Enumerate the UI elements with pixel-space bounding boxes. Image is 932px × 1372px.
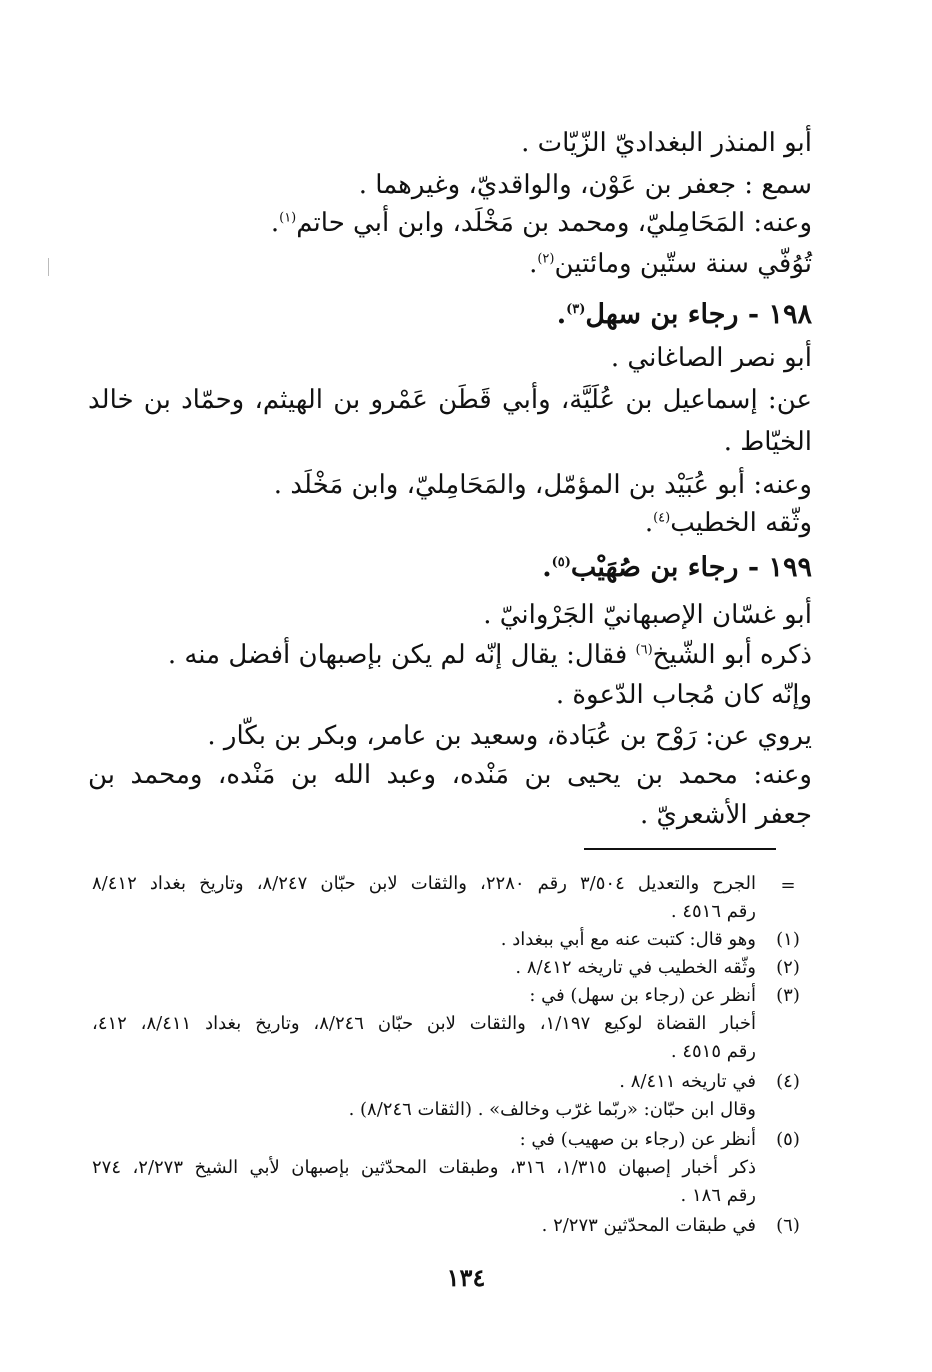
footnote-line xyxy=(520,1126,756,1154)
footnote-number: (٤) xyxy=(776,1071,800,1092)
footnote-text: الجرح والتعديل ٣/٥٠٤ رقم ٢٢٨٠، والثقات لابن حبّان ٨/٢٤٧، وتاريخ بغداد ٨/٤١٢ xyxy=(92,873,756,894)
line-text: فقال: يقال إنّه لم يكن بإصبهان أفضل منه . xyxy=(167,640,636,670)
page-number: ١٣٤ xyxy=(446,1263,486,1292)
footnote-number: (٣) xyxy=(776,985,800,1006)
footnote-line xyxy=(92,870,756,898)
footnote-line xyxy=(681,1182,756,1210)
footnote-line xyxy=(542,1212,756,1240)
footnote-line xyxy=(529,982,756,1010)
line-text: أبو نصر الصاغاني . xyxy=(610,343,812,373)
line-text: . xyxy=(644,508,654,538)
line-text: أبو المنذر البغداديّ الزّيّات . xyxy=(521,128,812,158)
line-text: . xyxy=(556,299,567,330)
footnote-marker: (١) xyxy=(279,210,297,226)
text-line xyxy=(274,466,812,504)
footnote-marker: (٥) xyxy=(551,555,571,570)
text-line xyxy=(724,423,812,461)
footnote-line xyxy=(92,1154,756,1182)
entry-heading-199 xyxy=(542,549,812,587)
text-line xyxy=(640,796,812,834)
text-line xyxy=(521,124,812,162)
footnote-number: (٦) xyxy=(776,1215,800,1236)
text-line xyxy=(483,596,812,634)
footnote-text: في تاريخه ٨/٤١١ . xyxy=(619,1071,756,1092)
entry-number: ١٩٩ - xyxy=(738,552,812,583)
footnote-line xyxy=(619,1068,756,1096)
text-line xyxy=(529,245,812,283)
text-line xyxy=(88,756,812,794)
line-text: عن: إسماعيل بن عُلَيَّة، وأبي قَطَن عَمْرو بن الهيثم، وحمّاد بن خالد xyxy=(88,385,812,415)
text-line xyxy=(645,504,812,542)
line-text: ذكره أبو الشّيخ xyxy=(652,640,812,670)
text-line xyxy=(271,204,812,242)
line-text: وعنه: أبو عُبَيْد بن المؤمّل، والمَحَامِليّ، وابن مَخْلَد . xyxy=(273,470,812,500)
entry-number: ١٩٨ - xyxy=(738,299,812,330)
footnote-line xyxy=(671,898,756,926)
text-line xyxy=(207,717,812,755)
footnote-marker: (٣) xyxy=(566,302,586,317)
footnote-line xyxy=(92,1010,756,1038)
footnote-text: وثّقه الخطيب في تاريخه ٨/٤١٢ . xyxy=(515,957,756,978)
footnote-text: رقم ٤٥١٥ . xyxy=(670,1041,756,1062)
footnote-line xyxy=(515,954,756,982)
footnote-line xyxy=(349,1096,756,1124)
entry-name: رجاء بن صُهَيْب xyxy=(570,552,739,583)
line-text: سمع : جعفر بن عَوْن، والواقديّ، وغيرهما . xyxy=(358,170,812,200)
entry-heading-198 xyxy=(557,296,812,334)
footnote-number: (٥) xyxy=(776,1129,800,1150)
footnote-text: أنظر عن (رجاء بن سهل) في : xyxy=(529,985,756,1006)
line-text: . xyxy=(529,249,538,279)
scan-mark xyxy=(48,258,49,276)
footnote-text: رقم ٤٥١٦ . xyxy=(670,901,756,922)
footnote-continuation-sign: = xyxy=(780,875,796,896)
line-text: الخيّاط . xyxy=(723,427,812,457)
footnote-text: ذكر أخبار إصبهان ١/٣١٥، ٣١٦، وطبقات المحدّثين بإصبهان لأبي الشيخ ٢/٢٧٣، ٢٧٤ xyxy=(92,1157,757,1178)
line-text: أبو غسّان الإصبهانيّ الجَرْوانيّ . xyxy=(483,600,812,630)
footnote-marker: (٦) xyxy=(635,642,653,658)
footnote-line xyxy=(501,926,756,954)
line-text: وثّقه الخطيب xyxy=(670,508,812,538)
line-text: وإنّه كان مُجاب الدّعوة . xyxy=(555,680,812,710)
line-text: يروي عن: رَوْح بن عُبَادة، وسعيد بن عامر، وبكر بن بكّار . xyxy=(207,721,812,751)
footnote-text: وقال ابن حبّان: «ربّما غرّب وخالف» . (الثقات ٨/٢٤٦) . xyxy=(348,1099,756,1120)
footnote-number: (١) xyxy=(776,929,800,950)
text-line xyxy=(359,166,812,204)
footnote-text: أنظر عن (رجاء بن صهيب) في : xyxy=(519,1129,756,1150)
footnote-text: أخبار القضاة لوكيع ١/١٩٧، والثقات لابن حبّان ٨/٢٤٦، وتاريخ بغداد ٨/٤١١، ٤١٢، xyxy=(92,1013,757,1034)
footnote-marker: (٤) xyxy=(653,510,671,526)
line-text: جعفر الأشعريّ . xyxy=(640,800,812,830)
line-text: وعنه: محمد بن يحيى بن مَنْده، وعبد الله بن مَنْده، ومحمد بن xyxy=(88,760,812,790)
footnote-marker: (٢) xyxy=(537,251,555,267)
footnote-text: في طبقات المحدّثين ٢/٢٧٣ . xyxy=(541,1215,756,1236)
text-line xyxy=(88,381,812,419)
line-text: . xyxy=(542,552,552,583)
line-text: وعنه: المَحَامِليّ، ومحمد بن مَخْلَد، وابن أبي حاتم xyxy=(296,208,812,238)
footnote-number: (٢) xyxy=(776,957,800,978)
footnote-line xyxy=(671,1038,756,1066)
text-line xyxy=(556,676,812,714)
entry-name: رجاء بن سهل xyxy=(585,299,739,330)
line-text: . xyxy=(270,208,280,238)
text-line xyxy=(168,636,812,674)
text-line xyxy=(611,339,812,377)
line-text: تُوُفّي سنة ستّين ومائتين xyxy=(554,249,812,279)
footnote-text: رقم ١٨٦ . xyxy=(680,1185,756,1206)
footnote-text: وهو قال: كتبت عنه مع أبي ببغداد . xyxy=(500,929,756,950)
footnote-separator xyxy=(584,848,776,850)
